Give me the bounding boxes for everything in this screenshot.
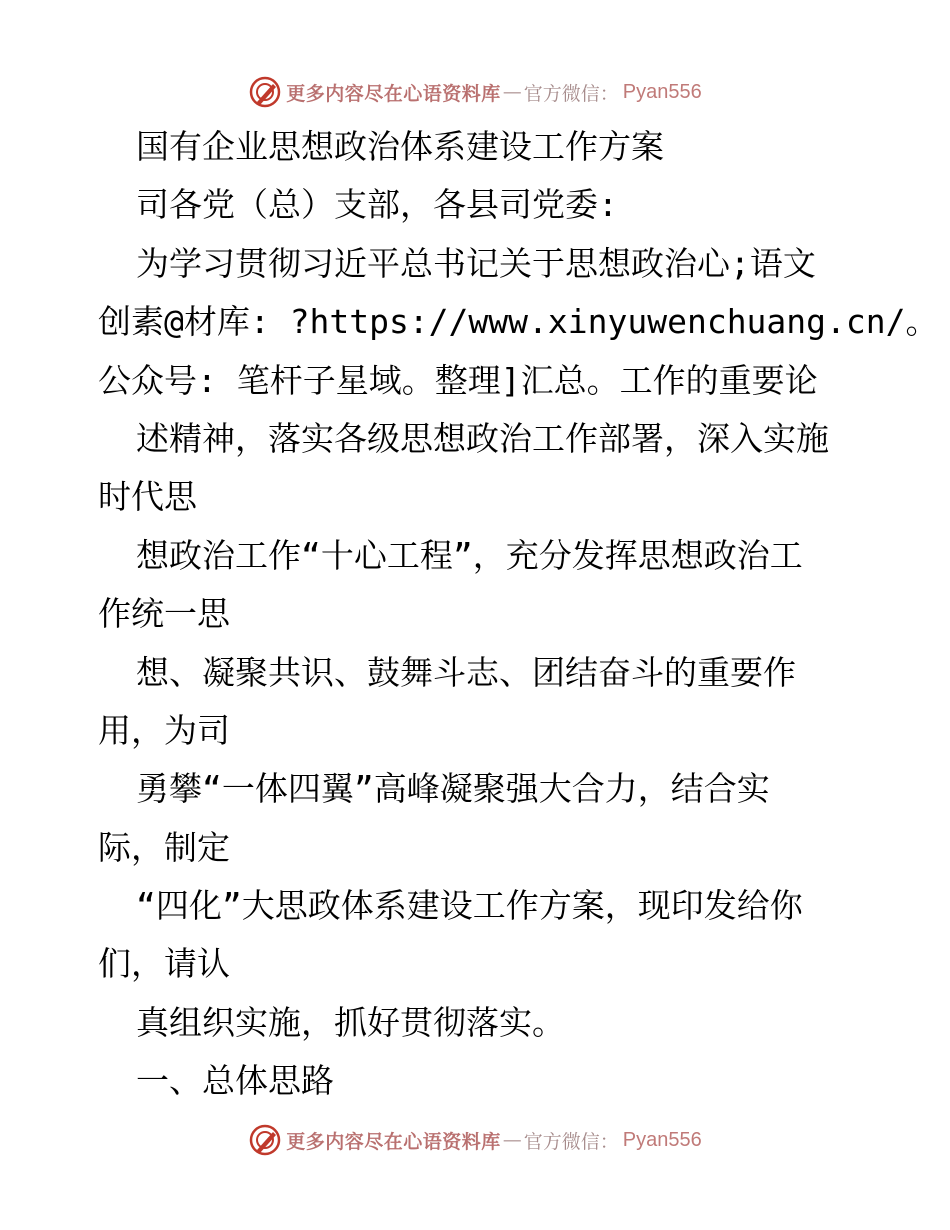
banner-main-text: 更多内容尽在心语资料库 (286, 1130, 501, 1153)
banner-main-text: 更多内容尽在心语资料库 (286, 82, 501, 105)
banner-separator: — (502, 81, 522, 103)
doc-line: 勇攀“一体四翼”高峰凝聚强大合力，结合实 (136, 769, 770, 809)
pen-logo-icon (248, 75, 282, 109)
doc-line: 作统一思 (98, 594, 230, 634)
doc-line: “四化”大思政体系建设工作方案，现印发给你 (136, 886, 803, 926)
banner-wechat-label: 官方微信： (523, 1130, 619, 1153)
doc-line: 为学习贯彻习近平总书记关于思想政治心;语文 (136, 243, 816, 283)
doc-line: 想政治工作“十心工程”，充分发挥思想政治工 (136, 535, 803, 575)
doc-line: 真组织实施，抓好贯彻落实。 (136, 1002, 565, 1042)
doc-line: 们，请认 (98, 944, 230, 984)
doc-line: 述精神，落实各级思想政治工作部署，深入实施 (136, 418, 829, 458)
doc-line: 时代思 (98, 477, 197, 517)
doc-title: 国有企业思想政治体系建设工作方案 (136, 127, 664, 166)
doc-line: 际，制定 (98, 827, 230, 867)
footer-banner (0, 1120, 950, 1160)
banner-wechat-account: Pyan556 (622, 80, 702, 103)
banner-wechat-account: Pyan556 (622, 1128, 702, 1151)
header-banner (0, 72, 950, 112)
doc-line: 公众号: 笔杆子星域。整理]汇总。工作的重要论 (98, 360, 818, 400)
document-body (98, 118, 939, 1111)
doc-addressee: 司各党（总）支部，各县司党委: (136, 185, 618, 225)
doc-line: 用，为司 (98, 710, 230, 750)
doc-line: 想、凝聚共识、鼓舞斗志、团结奋斗的重要作 (136, 652, 796, 692)
banner-wechat-label: 官方微信： (523, 82, 619, 105)
doc-line: 创素@材库: ?https://www.xinyuwenchuang.cn/。 (98, 302, 939, 342)
banner-separator: — (502, 1129, 522, 1151)
pen-logo-icon (248, 1123, 282, 1157)
section-heading: 一、总体思路 (136, 1061, 334, 1101)
